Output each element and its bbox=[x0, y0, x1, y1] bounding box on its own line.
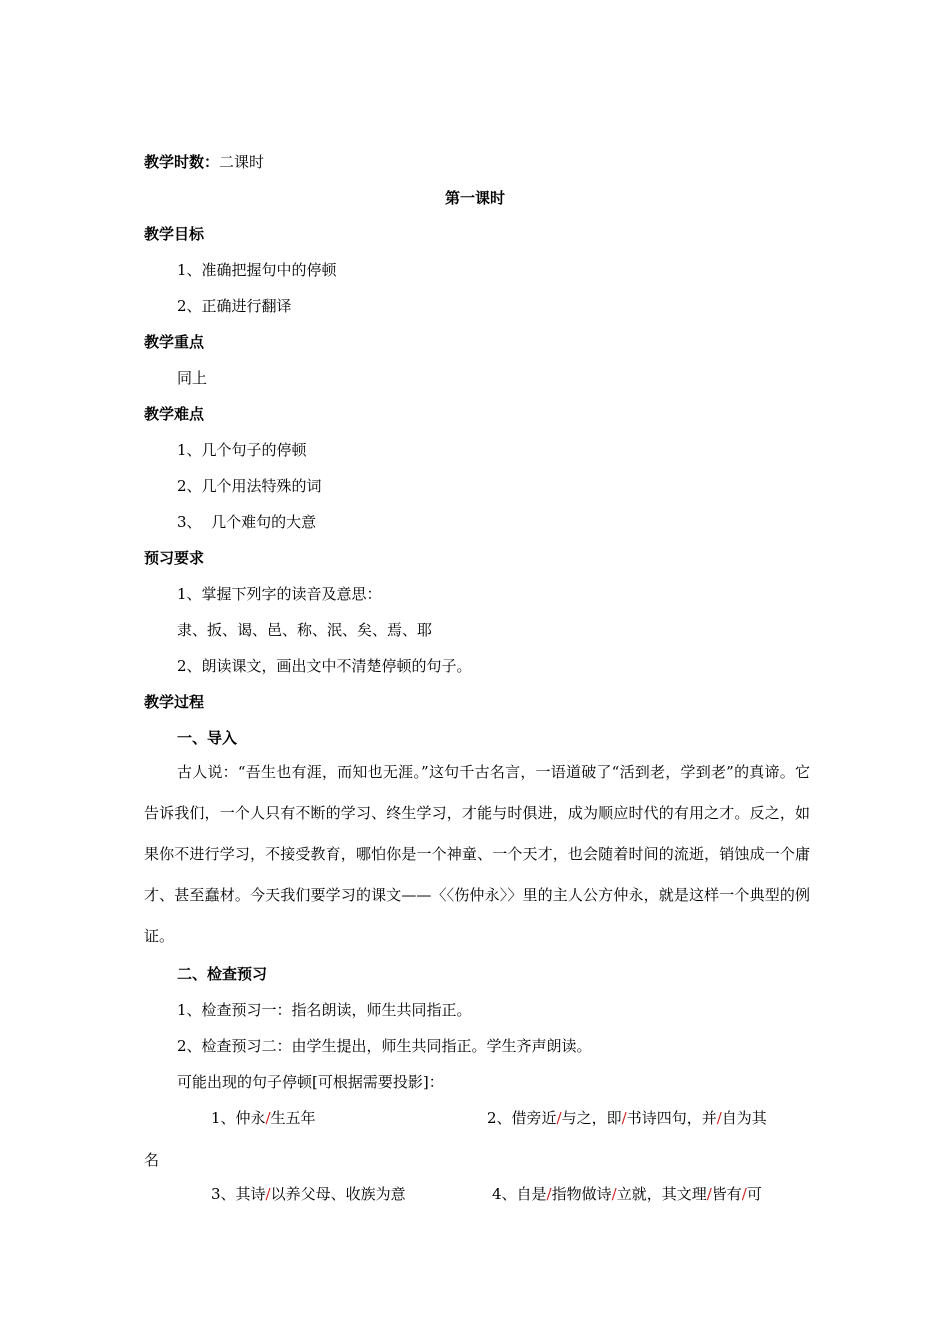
section-check-heading: 二、检查预习 bbox=[177, 965, 268, 983]
difficulty-item: 1、几个句子的停顿 bbox=[177, 441, 307, 459]
class-hours-label: 教学时数： bbox=[144, 153, 220, 171]
sentence-pause-4: 4、自是/指物做诗/立就，其文理/皆有/可 bbox=[492, 1185, 762, 1203]
intro-paragraph: 古人说：“吾生也有涯，而知也无涯。”这句千古名言，一语道破了“活到老，学到老”的真谛。它告诉我们，一个人只有不断的学习、终生学习，才能与时俱进，成为顺应时代的有用之才。反之，如果你不进行学习，不接受教育，哪怕你是一个神童、一个天才，也会随着时间的流逝，销蚀成一个庸才、甚至蠢材。今天我们要学习的课文——〈〈伤仲永〉〉里的主人公方仲永，就是这样一个典型的例证。 bbox=[144, 763, 810, 945]
preview-item: 1、掌握下列字的读音及意思： bbox=[177, 585, 382, 603]
goals-heading: 教学目标 bbox=[144, 225, 205, 243]
preview-heading: 预习要求 bbox=[144, 549, 205, 567]
key-points-heading: 教学重点 bbox=[144, 333, 205, 351]
sentence-pause-2-continued: 名 bbox=[144, 1151, 160, 1169]
class-hours-value: 二课时 bbox=[219, 153, 265, 171]
check-item: 2、检查预习二：由学生提出，师生共同指正。学生齐声朗读。 bbox=[177, 1037, 592, 1055]
preview-characters: 隶、扳、谒、邑、称、泯、矣、焉、耶 bbox=[177, 621, 433, 639]
process-heading: 教学过程 bbox=[144, 693, 205, 711]
sentence-pause-2: 2、借旁近/与之，即/书诗四句，并/自为其 bbox=[487, 1109, 767, 1127]
check-item: 可能出现的句子停顿[可根据需要投影]： bbox=[177, 1073, 444, 1091]
lesson-title: 第一课时 bbox=[444, 189, 505, 207]
goal-item: 1、准确把握句中的停顿 bbox=[177, 261, 337, 279]
goal-item: 2、正确进行翻译 bbox=[177, 297, 292, 315]
section-intro-heading: 一、导入 bbox=[177, 729, 238, 747]
difficulty-item: 2、几个用法特殊的词 bbox=[177, 477, 322, 495]
class-hours bbox=[144, 152, 264, 172]
sentence-pause-1: 1、仲永/生五年 bbox=[211, 1109, 316, 1127]
difficulty-item: 3、 几个难句的大意 bbox=[177, 513, 317, 531]
difficulties-heading: 教学难点 bbox=[144, 405, 205, 423]
preview-item: 2、朗读课文，画出文中不清楚停顿的句子。 bbox=[177, 657, 472, 675]
check-item: 1、检查预习一：指名朗读，师生共同指正。 bbox=[177, 1001, 472, 1019]
key-points-text: 同上 bbox=[177, 369, 208, 387]
sentence-pause-3: 3、其诗/以养父母、收族为意 bbox=[211, 1185, 406, 1203]
